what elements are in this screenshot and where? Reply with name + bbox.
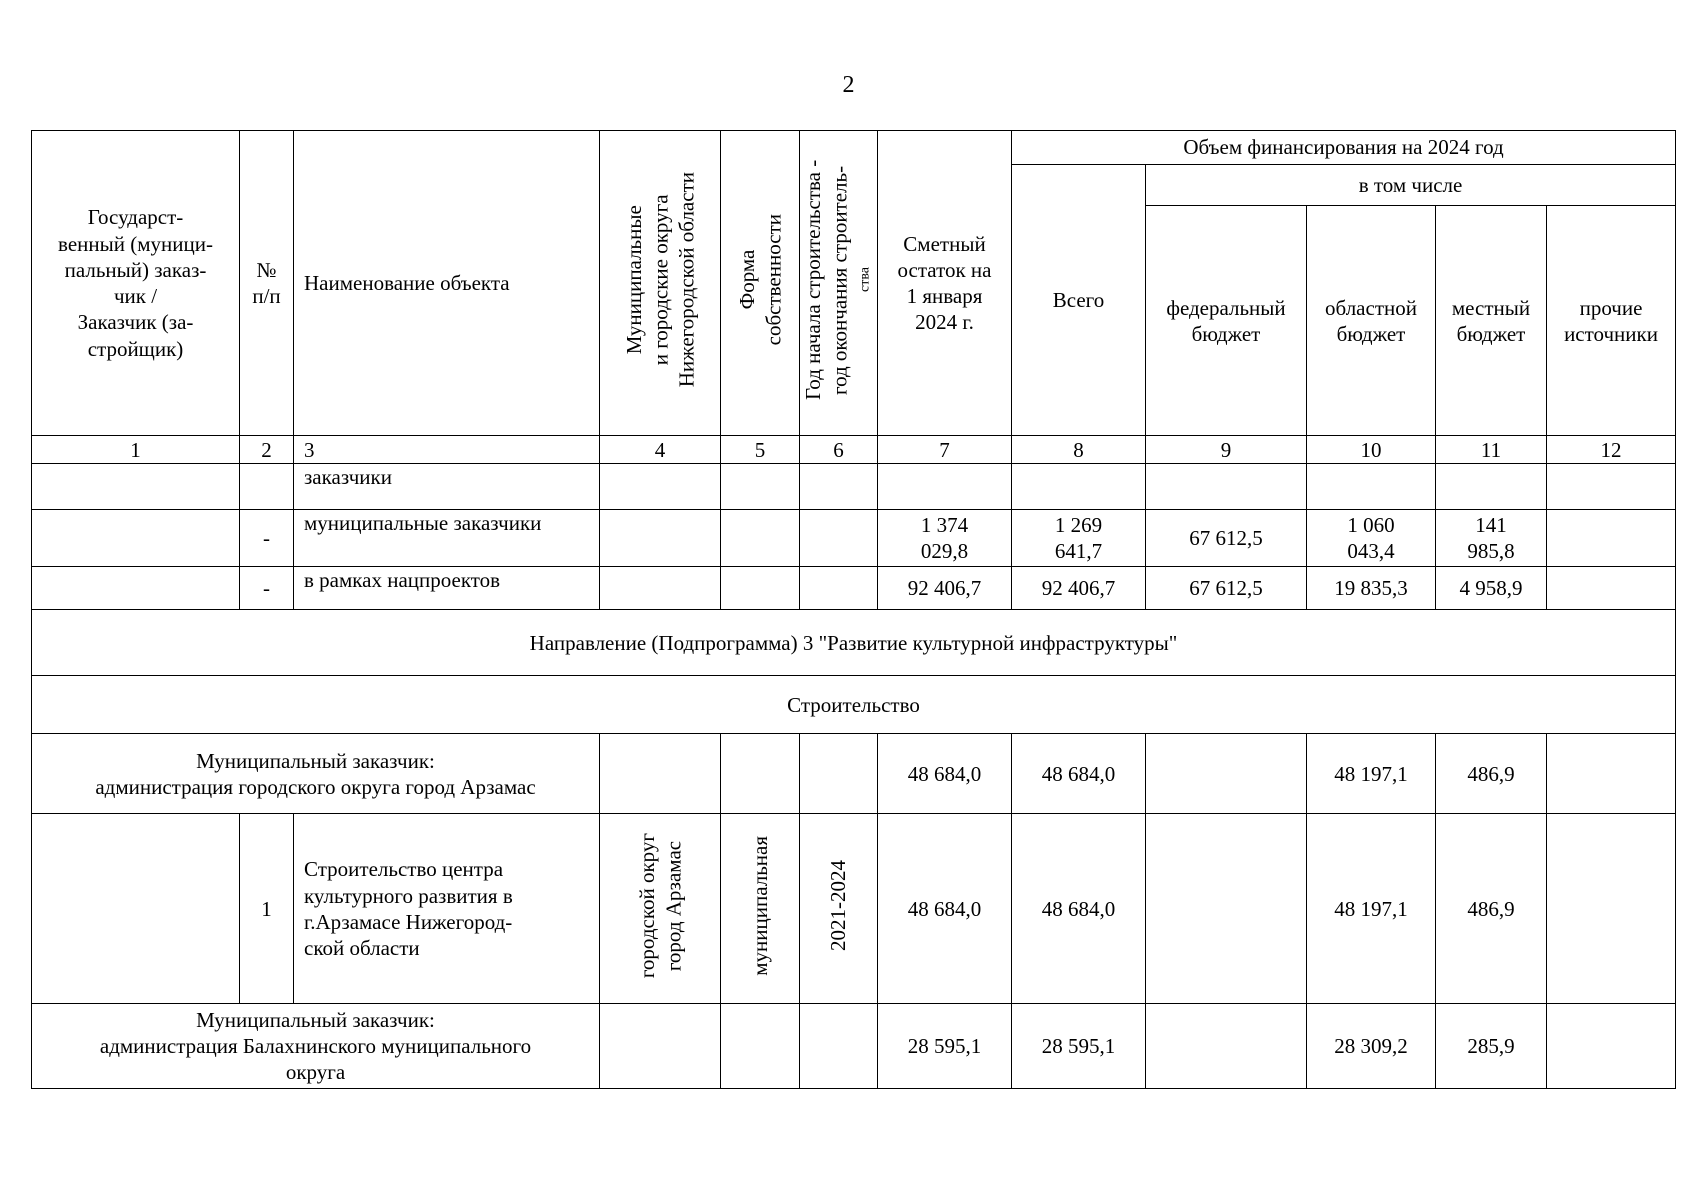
row-num: 1 [240,814,294,1004]
header-other: прочие источники [1547,206,1676,436]
row-regional: 48 197,1 [1307,814,1436,1004]
row-local: 285,9 [1436,1004,1547,1089]
table-row [32,464,1676,510]
header-object-name: Наименование объекта [294,131,600,436]
header-districts: Муниципальные и городские округа Нижегородской области [600,131,721,436]
header-customer: Государст- венный (муници- пальный) заказ- чик / Заказчик (за- стройщик) [32,131,240,436]
col-num: 1 [32,436,240,464]
col-num: 11 [1436,436,1547,464]
row-ownership: муниципальная [721,814,800,1004]
table-row [32,567,1676,610]
table-row [32,734,1676,814]
customer-name: Муниципальный заказчик: администрация городского округа город Арзамас [32,734,600,814]
table-row [32,814,1676,1004]
header-balance: Сметный остаток на 1 января 2024 г. [878,131,1012,436]
row-total: 92 406,7 [1012,567,1146,610]
row-total: 48 684,0 [1012,734,1146,814]
row-local: 141 985,8 [1436,510,1547,567]
row-name: Строительство центра культурного развития в г.Арзамасе Нижегород- ской области [294,814,600,1004]
row-name: муниципальные заказчики [294,510,600,567]
col-num: 3 [294,436,600,464]
col-num: 5 [721,436,800,464]
col-num: 7 [878,436,1012,464]
table-row [32,1004,1676,1089]
row-name: заказчики [294,464,600,510]
row-federal: 67 612,5 [1146,567,1307,610]
row-num: - [240,510,294,567]
header-number: № п/п [240,131,294,436]
col-num: 4 [600,436,721,464]
col-num: 10 [1307,436,1436,464]
header-years: Год начала строительства - год окончания строитель- ства [800,131,878,436]
page-number: 2 [842,72,855,98]
row-total: 48 684,0 [1012,814,1146,1004]
row-total: 1 269 641,7 [1012,510,1146,567]
row-regional: 19 835,3 [1307,567,1436,610]
row-local: 486,9 [1436,734,1547,814]
row-regional: 28 309,2 [1307,1004,1436,1089]
row-num: - [240,567,294,610]
header-ownership: Форма собственности [721,131,800,436]
customer-name: Муниципальный заказчик: администрация Балахнинского муниципального округа [32,1004,600,1089]
row-regional: 1 060 043,4 [1307,510,1436,567]
row-total: 28 595,1 [1012,1004,1146,1089]
section-construction: Строительство [32,676,1676,734]
row-regional: 48 197,1 [1307,734,1436,814]
header-funding-title: Объем финансирования на 2024 год [1012,131,1676,165]
col-num: 8 [1012,436,1146,464]
table-row [32,510,1676,567]
header-federal: федеральный бюджет [1146,206,1307,436]
row-balance: 28 595,1 [878,1004,1012,1089]
row-local: 486,9 [1436,814,1547,1004]
header-total: Всего [1012,165,1146,436]
col-num: 2 [240,436,294,464]
col-num: 6 [800,436,878,464]
section-direction: Направление (Подпрограмма) 3 "Развитие культурной инфраструктуры" [32,610,1676,676]
header-regional: областной бюджет [1307,206,1436,436]
row-balance: 1 374 029,8 [878,510,1012,567]
row-local: 4 958,9 [1436,567,1547,610]
row-years: 2021-2024 [800,814,878,1004]
row-name: в рамках нацпроектов [294,567,600,610]
header-local: местный бюджет [1436,206,1547,436]
row-federal: 67 612,5 [1146,510,1307,567]
financing-table [31,130,1676,1089]
col-num: 9 [1146,436,1307,464]
column-numbers-row [32,436,1676,464]
row-balance: 48 684,0 [878,734,1012,814]
col-num: 12 [1547,436,1676,464]
row-balance: 92 406,7 [878,567,1012,610]
row-district: городской округ город Арзамас [600,814,721,1004]
header-including: в том числе [1146,165,1676,206]
row-balance: 48 684,0 [878,814,1012,1004]
